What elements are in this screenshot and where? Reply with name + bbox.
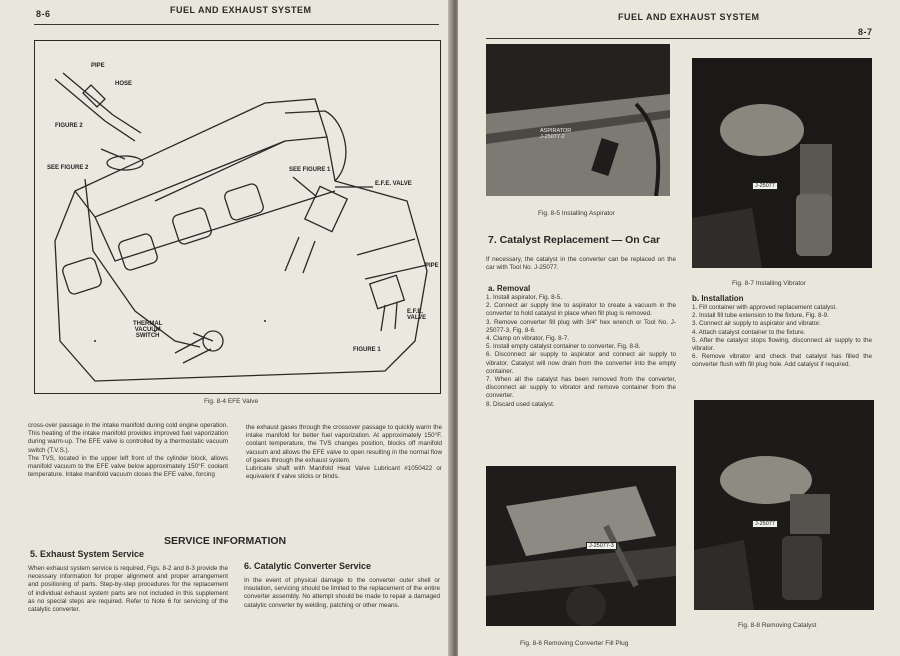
left-header-rule [34,24,439,25]
fig-8-7-caption: Fig. 8-7 Installing Vibrator [732,280,806,287]
right-page-number: 8-7 [858,27,873,37]
fig-8-6-caption: Fig. 8-6 Removing Converter Fill Plug [520,640,629,647]
left-page-number: 8-6 [36,9,51,19]
label-thermal-vacuum-switch: THERMAL VACUUM SWITCH [133,321,163,339]
removal-title: a. Removal [488,284,531,293]
fig-8-8-photo [694,400,874,610]
fig-8-5-caption: Fig. 8-5 Installing Aspirator [538,210,615,217]
service-information-heading: SERVICE INFORMATION [164,535,287,547]
label-pipe-fig1: PIPE [425,263,439,269]
diagram-hatching [94,320,266,342]
fig-8-6-tool-tag: J-25077-3 [586,542,617,550]
left-column-2-text: the exhaust gases through the crossover passage to quickly warm the intake manifold for better fuel vaporization. At approximately 150°F. coolant temperature, the TVS changes position, blocks off manifold vacuum and allows the EFE valve to open resulting in the normal flow of gases through the exhaust system. Lubricate shaft with Manifold Heat Valve Lubricant #1050422 or equivalent if valve sticks or binds. [246,424,442,481]
right-page [458,0,900,656]
left-page-header: FUEL AND EXHAUST SYSTEM [170,5,312,15]
fig-8-6-photo [486,466,676,626]
removal-steps: 1. Install aspirator, Fig. 8-5. 2. Connect air supply line to aspirator to create a vacuum in the converter to hold catalyst in place when fill plug is removed. 3. Remove converter fill plug with 3/4" hex wrench or Tool No. J-25077-3, Fig. 8-6. 4. Clamp on vibrator, Fig. 8-7. 5. Install empty catalyst container to converter, Fig. 8-8. 6. Disconnect air supply to aspirator and connect air supply to vibrator. Catalyst will now drain from the converter into the empty container. 7. When all the catalyst has been removed from the converter, disconnect air supply to vibrator and remove container from the converter. 8. Discard used catalyst. [486,294,676,408]
label-efe-valve-fig1: E.F.E. VALVE [407,309,427,321]
engine-line-drawing [35,41,440,393]
label-figure-1: FIGURE 1 [353,347,381,353]
section-6-title: 6. Catalytic Converter Service [244,561,372,571]
label-see-figure-1: SEE FIGURE 1 [289,167,331,173]
section-5-title: 5. Exhaust System Service [30,549,145,559]
right-page-header: FUEL AND EXHAUST SYSTEM [618,12,760,22]
fig-8-5-photo [486,44,670,196]
efe-valve-diagram [34,40,441,394]
fig-8-7-tool-tag: J-25077 [752,182,778,190]
fig-8-7-photo [692,58,872,268]
section-5-text: When exhaust system service is required, Figs. 8-2 and 8-3 provide the necessary information for proper alignment and proper arrangement and positioning of parts. Step-by-step procedures for the replacement of individual exhaust system parts are not included in this supplement as no special steps are required. Refer to Note 6 for servicing of the catalytic converter. [28,565,228,614]
fig-8-8-tool-tag: J-25077 [752,520,778,528]
fig-8-5-aspirator-tag: ASPIRATOR J-25077-2 [540,128,572,140]
label-efe-valve: E.F.E. VALVE [375,181,412,187]
right-header-rule [486,38,870,39]
section-7-title: 7. Catalyst Replacement — On Car [488,234,661,246]
label-see-figure-2: SEE FIGURE 2 [47,165,89,171]
section-7-intro: If necessary, the catalyst in the converter can be replaced on the car with Tool No. J-25077. [486,256,676,272]
left-column-1-text: cross-over passage in the intake manifold during cold engine operation. This heating of the intake manifold provides improved fuel vaporization during warm-up. The EFE valve is controlled by a thermostatic vacuum switch (T.V.S.). The TVS, located in the upper left front of the cylinder block, allows manifold vacuum to the EFE valve below approximately 150°F. coolant temperature. Intake manifold vacuum closes the EFE valve, forcing [28,422,228,479]
fig-8-8-caption: Fig. 8-8 Removing Catalyst [738,622,817,629]
installation-steps: 1. Fill container with approved replacement catalyst. 2. Install fill tube extension to the fixture, Fig. 8-9. 3. Connect air supply to aspirator and vibrator. 4. Attach catalyst container to the fixture. 5. After the catalyst stops flowing, disconnect air supply to the vibrator. 6. Remove vibrator and check that catalyst has filled the converter flush with fill plug hole. Add catalyst if required. [692,304,872,369]
label-figure-2: FIGURE 2 [55,123,83,129]
label-pipe: PIPE [91,63,105,69]
label-hose: HOSE [115,81,133,87]
fig-8-4-caption: Fig. 8-4 EFE Valve [204,398,259,405]
section-6-text: In the event of physical damage to the converter outer shell or insulation, servicing should be limited to the replacement of the entire converter assembly. No attempt should be made to repair a damaged catalytic converter by welding, patching or other means. [244,577,440,609]
installation-title: b. Installation [692,294,744,303]
